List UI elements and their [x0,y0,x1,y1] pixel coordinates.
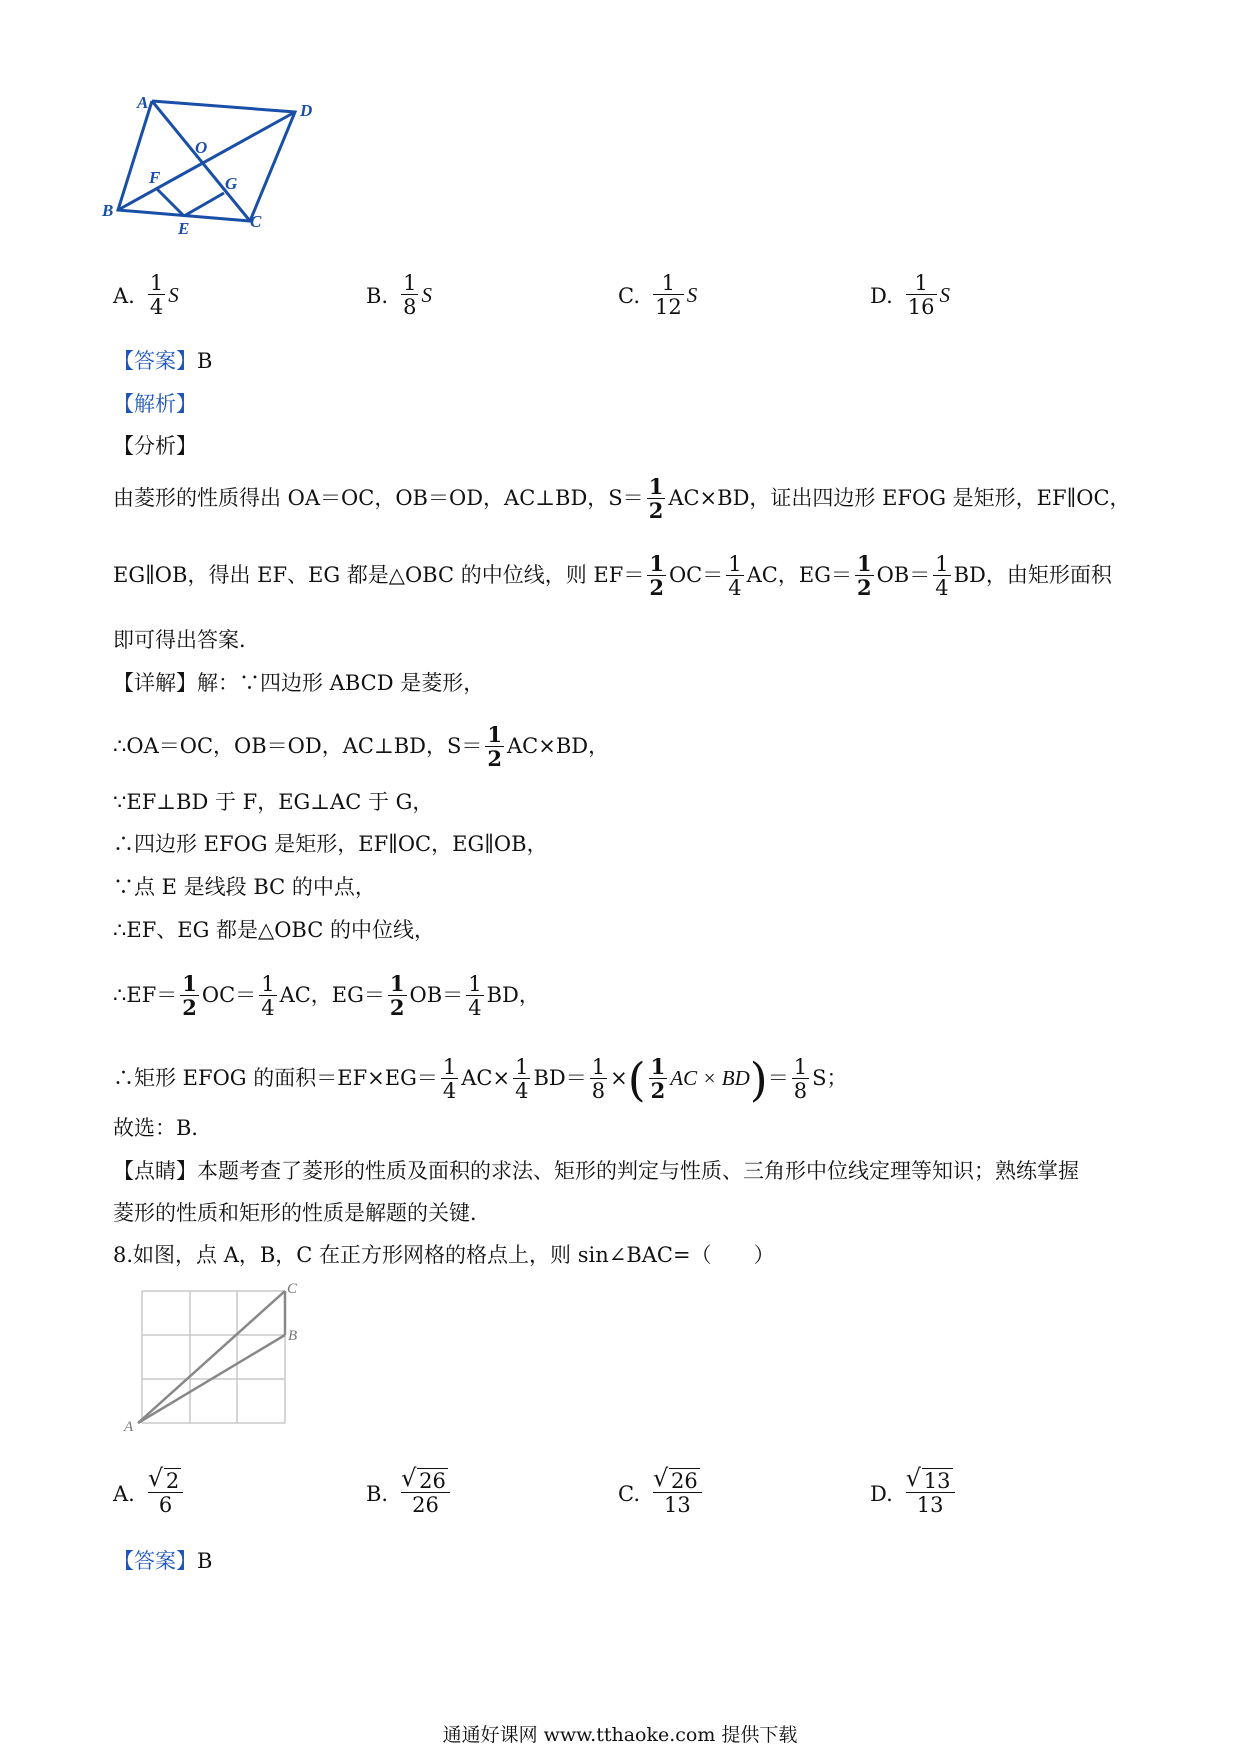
analysis-line-2: EG∥OB，得出 EF、EG 都是△OBC 的中位线，则 EF＝ $\frac{1}{2}$ OC＝ $\frac{1}{4}$ AC，EG＝ $\frac{1}{2}$ OB＝ $\frac{1}{4}$ BD，由矩形面积 [113,551,1112,600]
solution-line-8: ∴矩形 EFOG 的面积＝EF×EG＝ $\frac{1}{4}$ AC× $\frac{1}{4}$ BD＝ $\frac{1}{8}$ ×( $\frac{1}{2}$ AC × BD)＝ $\frac{1}{8}$ S； [113,1052,848,1107]
label-D: D [300,101,313,120]
q7-option-a[interactable]: A. $\frac{1}{4}$ S [113,271,179,319]
solution-line-5: ∵点 E 是线段 BC 的中点， [113,875,376,899]
page-footer: 通通好课网 www.tthaoke.com 提供下载 [442,1724,798,1746]
q7-option-b[interactable]: B. $\frac{1}{8}$ S [366,271,432,319]
rhombus-figure [102,93,342,256]
q8-question: 8.如图，点 A，B，C 在正方形网格的格点上，则 sin∠BAC=（ ） [113,1243,775,1267]
choice-line: 故选：B． [113,1116,213,1140]
label-A: A [137,93,149,112]
q8-option-b[interactable]: B. √ $\frac{26}{26}$ [366,1470,453,1517]
solution-line-2: ∴OA＝OC，OB＝OD，AC⊥BD，S＝ $\frac{1}{2}$ AC×BD， [113,722,610,771]
dianjing-line-2: 菱形的性质和矩形的性质是解题的关键． [113,1201,491,1225]
solution-line-1: 【详解】解：∵四边形 ABCD 是菱形， [113,671,485,695]
q7-option-d[interactable]: D. $\frac{1}{16}$ S [870,271,950,319]
grid-label-B: B [288,1328,298,1344]
grid-label-A: A [124,1419,134,1435]
q8-option-c[interactable]: C. √ $\frac{26}{13}$ [618,1470,705,1517]
q7-option-c[interactable]: C. $\frac{1}{12}$ S [618,271,698,319]
analysis-line-1: 由菱形的性质得出 OA＝OC，OB＝OD，AC⊥BD，S＝ $\frac{1}{2}$ AC×BD，证出四边形 EFOG 是矩形，EF∥OC， [113,474,1131,523]
q8-option-d[interactable]: D. √ $\frac{13}{13}$ [870,1470,958,1517]
grid-figure [120,1283,310,1433]
q8-answer: 【答案】B [113,1549,213,1573]
solution-line-4: ∴四边形 EFOG 是矩形，EF∥OC，EG∥OB， [113,832,548,856]
label-F: F [149,168,161,187]
label-C: C [250,212,262,231]
q7-answer: 【答案】B [113,349,213,373]
label-O: O [195,138,208,157]
label-B: B [102,201,114,220]
solution-line-7: ∴EF＝ $\frac{1}{2}$ OC＝ $\frac{1}{4}$ AC，EG＝ $\frac{1}{2}$ OB＝ $\frac{1}{4}$ BD， [113,971,540,1020]
label-G: G [225,174,238,193]
solution-line-6: ∴EF、EG 都是△OBC 的中位线， [113,918,435,942]
q8-option-a[interactable]: A. √ $\frac{2}{6}$ [113,1470,186,1517]
dianjing-line-1: 【点睛】本题考查了菱形的性质及面积的求法、矩形的判定与性质、三角形中位线定理等知识；熟练掌握 [113,1159,1079,1183]
label-E: E [178,219,190,238]
grid-label-C: C [287,1281,298,1297]
fenxi-heading: 【分析】 [113,434,197,458]
jiexi-heading: 【解析】 [113,392,197,416]
analysis-line-3: 即可得出答案． [113,628,260,652]
solution-line-3: ∵EF⊥BD 于 F，EG⊥AC 于 G， [113,790,434,814]
